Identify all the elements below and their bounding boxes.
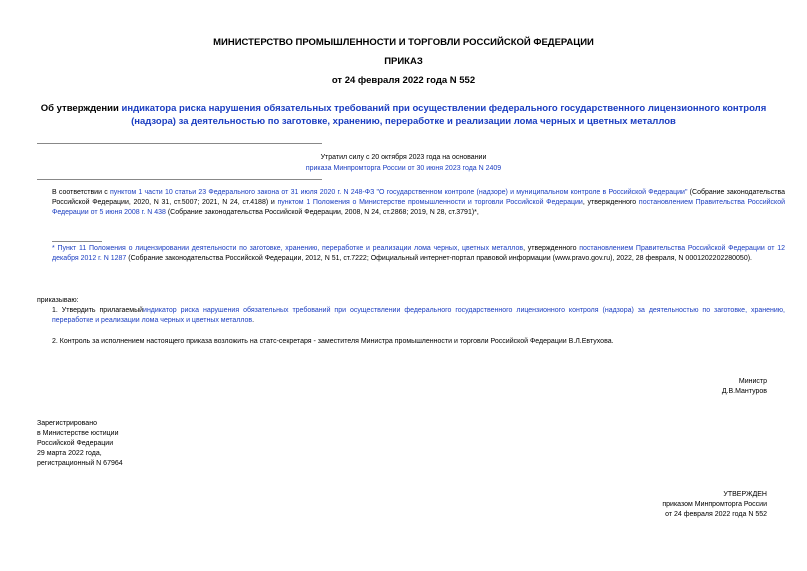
document-type: ПРИКАЗ	[384, 56, 423, 67]
document-subject	[36, 103, 771, 128]
approval-block	[662, 490, 767, 520]
registration-line: регистрационный N 67964	[37, 460, 123, 467]
divider-bottom	[37, 179, 322, 180]
footnote-paragraph	[37, 244, 785, 264]
document-date-number: от 24 февраля 2022 года N 552	[331, 75, 476, 86]
basis-link-law[interactable]: пунктом 1 части 10 статьи 23 Федерального закона от 31 июля 2020 г. N 248-ФЗ "О государственном контроле (надзоре) и муниципальном контроле в Российской Федерации"	[110, 189, 688, 196]
footnote-link-decree[interactable]: постановлением Правительства Российской Федерации от 12 декабря 2012 г. N 1287	[52, 245, 785, 262]
footnote-divider	[52, 241, 102, 242]
order-item-2: 2. Контроль за исполнением настоящего приказа возложить на статс-секретаря - заместителя Министра промышленности и торговли Российской Федерации В.Л.Евтухова.	[52, 338, 614, 345]
order-item-1-text: 1. Утвердить прилагаемый	[52, 307, 144, 314]
basis-paragraph	[37, 188, 785, 218]
footnote-star: *	[52, 245, 58, 252]
signature-position: Министр	[738, 378, 767, 385]
subject-link[interactable]: индикатора риска нарушения обязательных требований при осуществлении федерального государственного лицензионного контроля (надзора) за деятельностью по заготовке, хранению, переработке и реализации лома черных и цветных металлов	[121, 103, 767, 127]
order-word: приказываю:	[37, 297, 79, 304]
order-item-1-end: .	[252, 317, 255, 324]
basis-text-2: (Собрание законодательства Российской Федерации, 2020, N 31, ст.5007; 2021, N 24, ст.4188) и	[52, 189, 786, 206]
basis-link-regulation[interactable]: пунктом 1 Положения о Министерстве промышленности и торговли Российской Федерации	[277, 199, 583, 206]
signature-name: Д.В.Мантуров	[721, 388, 767, 395]
registration-line: в Министерстве юстиции	[37, 430, 119, 437]
subject-prefix: Об утверждении	[40, 103, 122, 114]
registration-block	[37, 419, 123, 469]
registration-line: Зарегистрировано	[37, 420, 97, 427]
basis-text-1: В соответствии с	[52, 189, 111, 196]
lost-force-text: Утратил силу с 20 октября 2023 года на основании	[320, 154, 487, 161]
approval-line-1: приказом Минпромторга России	[662, 501, 767, 508]
approval-line-2: от 24 февраля 2022 года N 552	[665, 511, 767, 518]
basis-text-4: (Собрание законодательства Российской Федерации, 2008, N 24, ст.2868; 2019, N 28, ст.3791)*,	[165, 209, 479, 216]
footnote-link-clause[interactable]: Пункт 11 Положения о лицензировании деятельности по заготовке, хранению, переработке и реализации лома черных, цветных металлов	[57, 245, 524, 252]
footnote-text-2: (Собрание законодательства Российской Федерации, 2012, N 51, ст.7222; Официальный интернет-портал правовой информации (www.pravo.gov.ru), 2022, 28 февраля, N 0001202202280050).	[126, 255, 752, 262]
signature-block	[722, 377, 767, 397]
ministry-title: МИНИСТЕРСТВО ПРОМЫШЛЕННОСТИ И ТОРГОВЛИ РОССИЙСКОЙ ФЕДЕРАЦИИ	[213, 37, 594, 48]
lost-force-link[interactable]: приказа Минпромторга России от 30 июня 2023 года N 2409	[305, 165, 502, 172]
registration-line: Российской Федерации	[37, 440, 114, 447]
footnote-text-1: , утвержденного	[523, 245, 580, 252]
approval-title: УТВЕРЖДЕН	[723, 491, 767, 498]
divider-top	[37, 143, 322, 144]
order-item-1	[37, 306, 785, 326]
basis-text-3: , утвержденного	[582, 199, 639, 206]
order-item-1-link[interactable]: индикатор риска нарушения обязательных требований при осуществлении федерального государственного лицензионного контроля (надзора) за деятельностью по заготовке, хранению, переработке и реализации лома черных и цветных металлов	[52, 307, 785, 324]
lost-force-note	[0, 152, 807, 174]
registration-line: 29 марта 2022 года,	[37, 450, 102, 457]
basis-link-decree[interactable]: постановлением Правительства Российской Федерации от 5 июня 2008 г. N 438	[52, 199, 786, 216]
